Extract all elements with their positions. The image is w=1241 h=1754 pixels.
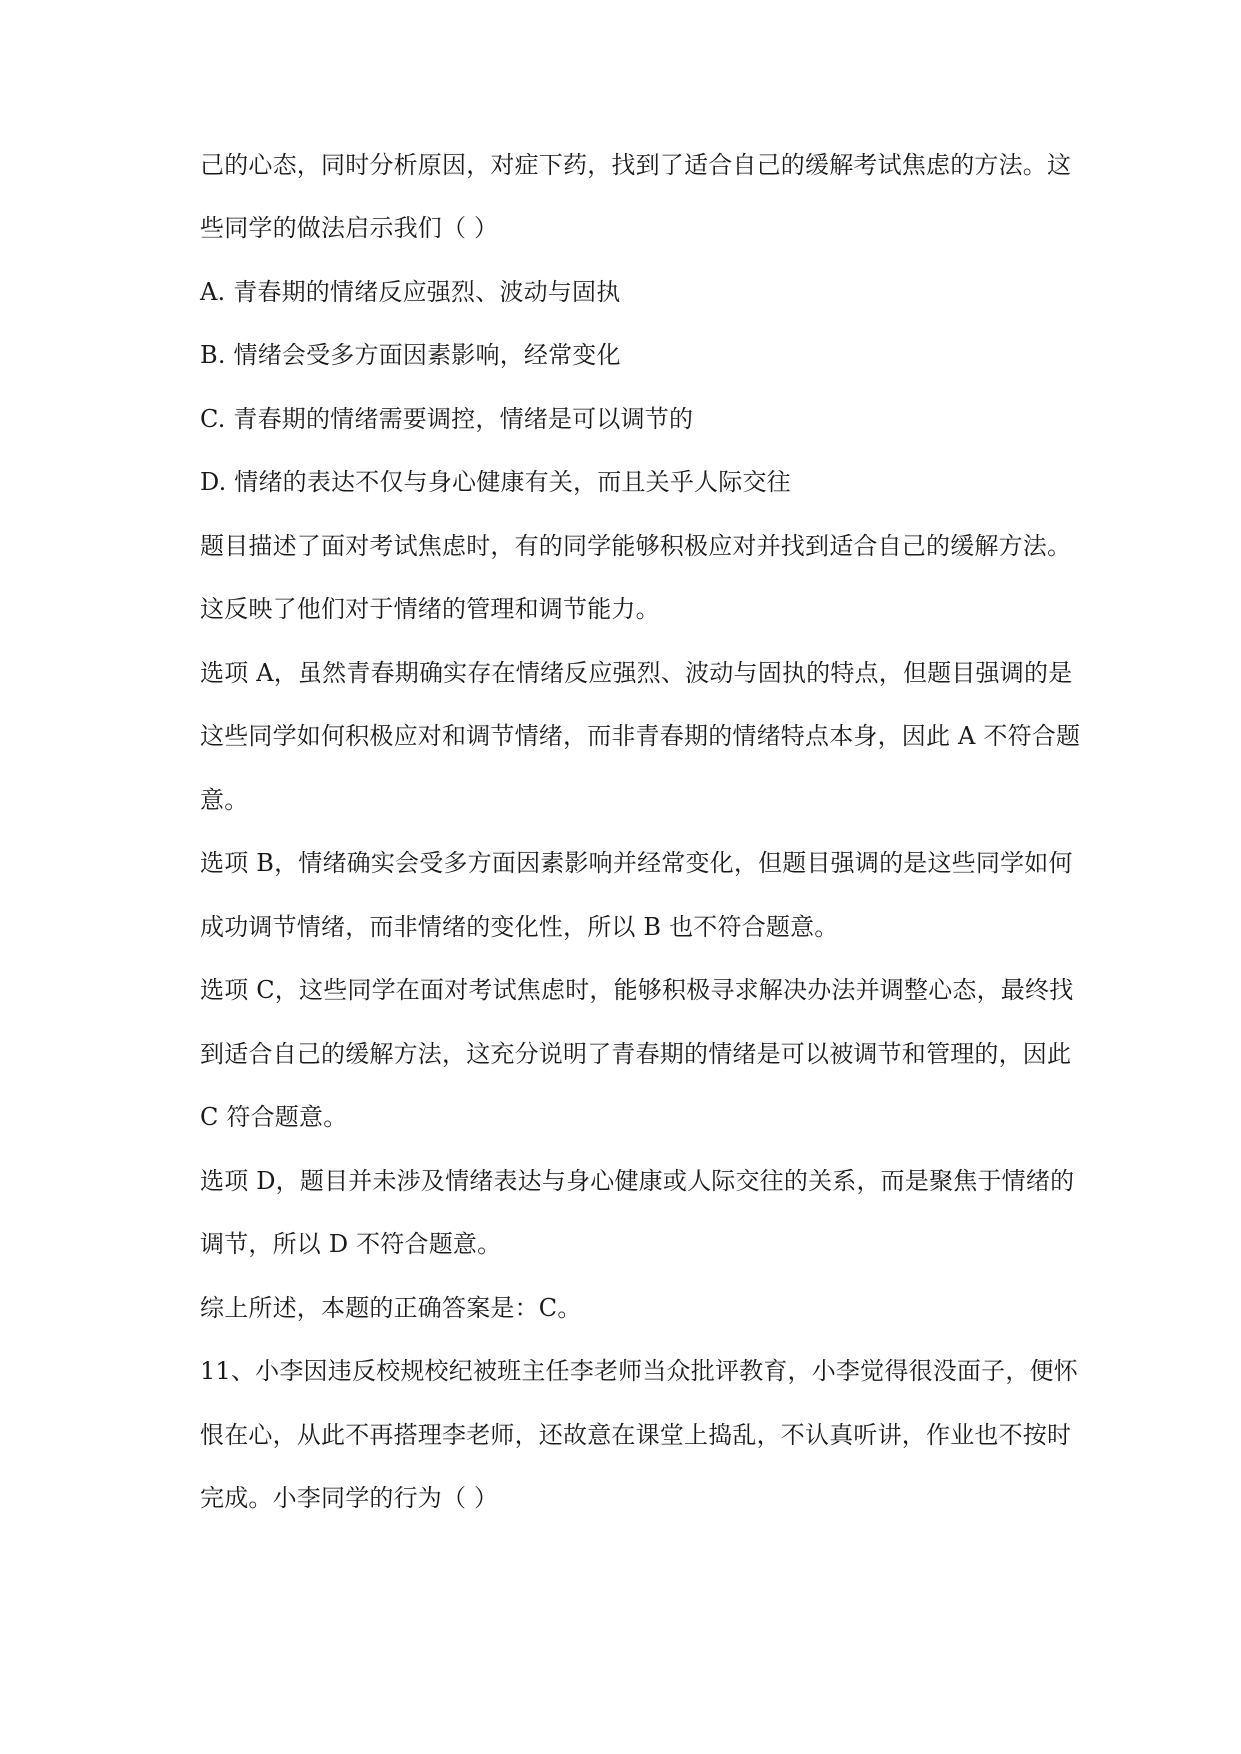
text-line: 己的心态，同时分析原因，对症下药，找到了适合自己的缓解考试焦虑的方法。这 — [200, 151, 1072, 179]
analysis-line: 这反映了他们对于情绪的管理和调节能力。 — [200, 595, 660, 623]
question-11-stem: 完成。小李同学的行为（ ） — [200, 1484, 499, 1512]
option-b: B. 情绪会受多方面因素影响，经常变化 — [200, 341, 621, 369]
option-a: A. 青春期的情绪反应强烈、波动与固执 — [200, 278, 621, 306]
question-11-stem: 11、小李因违反校规校纪被班主任李老师当众批评教育，小李觉得很没面子，便怀 — [200, 1357, 1078, 1385]
analysis-line: 题目描述了面对考试焦虑时，有的同学能够积极应对并找到适合自己的缓解方法。 — [200, 532, 1072, 560]
analysis-option-c: 到适合自己的缓解方法，这充分说明了青春期的情绪是可以被调节和管理的，因此 — [200, 1040, 1072, 1068]
question-11-stem: 恨在心，从此不再搭理李老师，还故意在课堂上捣乱，不认真听讲，作业也不按时 — [200, 1421, 1072, 1449]
analysis-option-a: 选项 A，虽然青春期确实存在情绪反应强烈、波动与固执的特点，但题目强调的是 — [200, 659, 1073, 687]
analysis-option-c: C 符合题意。 — [200, 1103, 348, 1131]
answer-summary: 综上所述，本题的正确答案是：C。 — [200, 1294, 582, 1322]
analysis-option-c: 选项 C，这些同学在面对考试焦虑时，能够积极寻求解决办法并调整心态，最终找 — [200, 976, 1074, 1004]
analysis-option-a: 意。 — [200, 786, 249, 814]
analysis-option-a: 这些同学如何积极应对和调节情绪，而非青春期的情绪特点本身，因此 A 不符合题 — [200, 722, 1081, 750]
option-d: D. 情绪的表达不仅与身心健康有关，而且关乎人际交往 — [200, 468, 791, 496]
analysis-option-b: 成功调节情绪，而非情绪的变化性，所以 B 也不符合题意。 — [200, 913, 839, 941]
option-c: C. 青春期的情绪需要调控，情绪是可以调节的 — [200, 405, 694, 433]
question-stem-line: 些同学的做法启示我们（ ） — [200, 214, 499, 242]
analysis-option-b: 选项 B，情绪确实会受多方面因素影响并经常变化，但题目强调的是这些同学如何 — [200, 849, 1073, 877]
analysis-option-d: 选项 D，题目并未涉及情绪表达与身心健康或人际交往的关系，而是聚焦于情绪的 — [200, 1167, 1075, 1195]
analysis-option-d: 调节，所以 D 不符合题意。 — [200, 1230, 502, 1258]
